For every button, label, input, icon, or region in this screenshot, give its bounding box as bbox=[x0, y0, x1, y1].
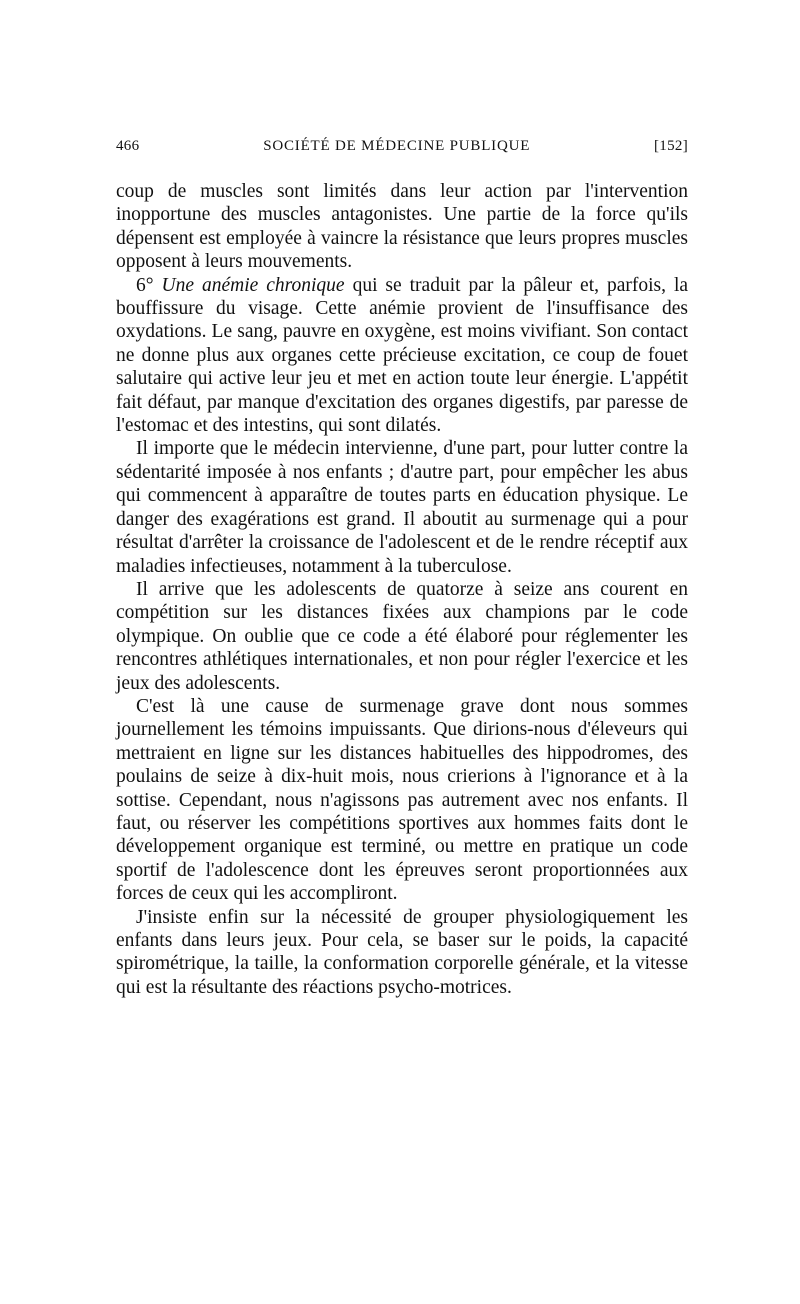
running-header bbox=[116, 138, 688, 155]
paragraph-continuation: coup de muscles sont limités dans leur action par l'intervention inopportune des muscles antagonistes. Une partie de la force qu'ils dépensent est employée à vaincre la résistance que leurs propres muscles opposent à leurs mouvements. bbox=[116, 181, 688, 273]
paragraph-intervention: Il importe que le médecin intervienne, d'une part, pour lutter contre la sédentarité imposée à nos enfants ; d'autre part, pour empêcher les abus qui commencent à apparaître de toutes parts en éducation physique. Le danger des exagérations est grand. Il aboutit au surmenage qui a pour résultat d'arrêter la croissance de l'adolescent et de le rendre réceptif aux maladies infectieuses, notamment à la tuberculose. bbox=[116, 438, 688, 577]
emphasis-heading: Une anémie chronique bbox=[161, 274, 345, 296]
running-title: SOCIÉTÉ DE MÉDECINE PUBLIQUE bbox=[263, 138, 531, 154]
paragraph-overwork: C'est là une cause de surmenage grave dont nous sommes journellement les témoins impuissants. Que dirions-nous d'éleveurs qui mettraient en ligne sur les distances habituelles des hippodromes, des poulains de seize à dix-huit mois, nous crierions à l'ignorance et à la sottise. Cependant, nous n'agissons pas autrement avec nos enfants. Il faut, ou réserver les compétitions sportives aux hommes faits dont le développement organique est terminé, ou mettre en pratique un code sportif de l'adolescence dont les épreuves seront proportionnées aux forces de ceux qui les accompliront. bbox=[116, 695, 688, 905]
paragraph-competition: Il arrive que les adolescents de quatorze à seize ans courent en compétition sur les distances fixées aux champions par le code olympique. On oublie que ce code a été élaboré pour réglementer les rencontres athlétiques internationales, et non pour régler l'exercice et les jeux des adolescents. bbox=[116, 578, 688, 694]
book-page bbox=[116, 138, 688, 999]
page-number: 466 bbox=[116, 138, 140, 154]
bracket-page-number: [152] bbox=[654, 138, 688, 154]
paragraph-anemia bbox=[116, 274, 688, 438]
paragraph-text: qui se traduit par la pâleur et, parfois, la bouffissure du visage. Cette anémie provient de l'insuffisance des oxydations. Le sang, pauvre en oxygène, est moins vivifiant. Son contact ne donne plus aux organes cette précieuse excitation, ce coup de fouet salutaire qui active leur jeu et met en action toute leur énergie. L'appétit fait défaut, par manque d'excitation des organes digestifs, par paresse de l'estomac et des intestins, qui sont dilatés. bbox=[116, 274, 689, 437]
body-text bbox=[116, 180, 688, 999]
list-number: 6° bbox=[136, 274, 154, 296]
paragraph-grouping: J'insiste enfin sur la nécessité de grouper physiologiquement les enfants dans leurs jeux. Pour cela, se baser sur le poids, la capacité spirométrique, la taille, la conformation corporelle générale, et la vitesse qui est la résultante des réactions psycho-motrices. bbox=[116, 906, 688, 998]
